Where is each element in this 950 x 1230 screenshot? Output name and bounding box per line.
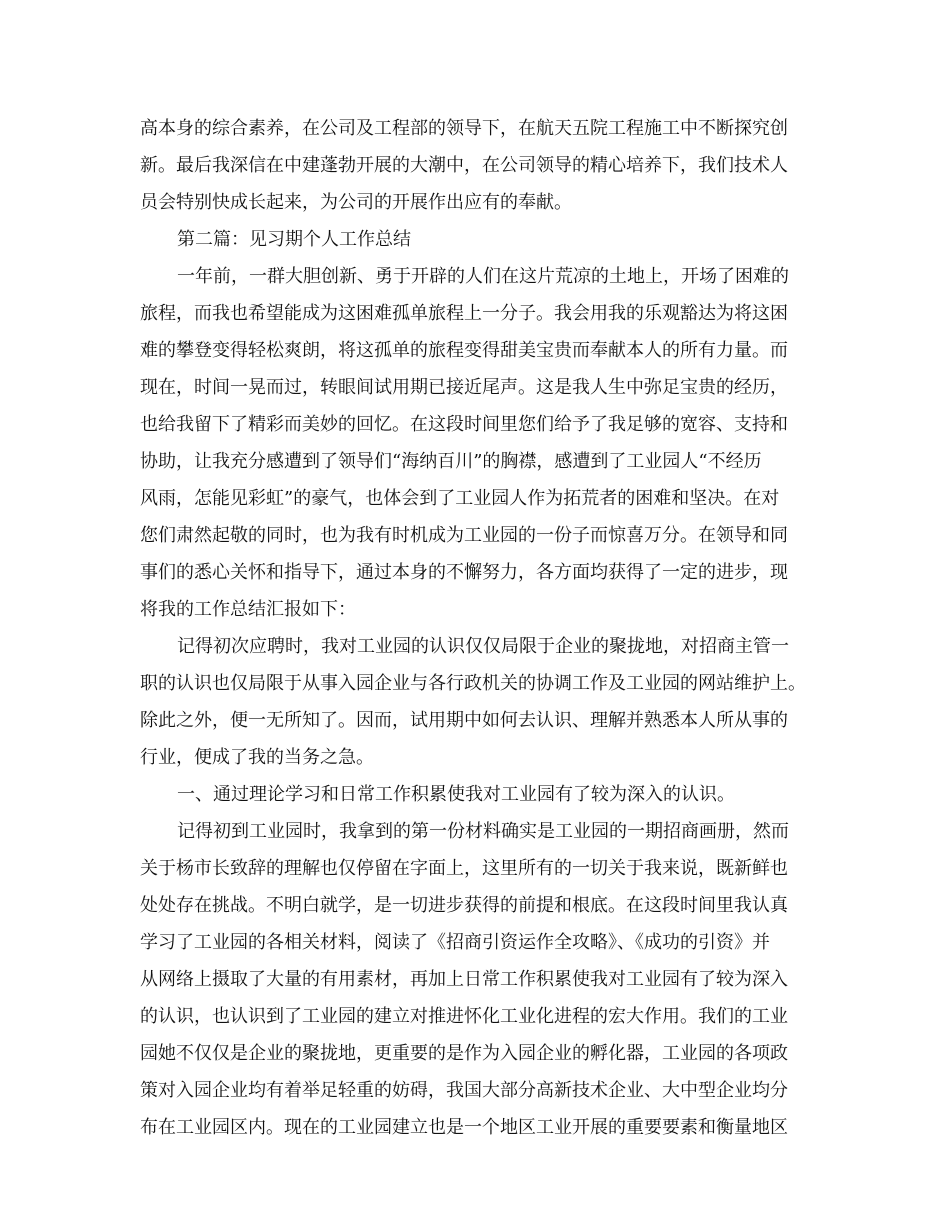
text-line: 现在，时间一晃而过，转眼间试用期已接近尾声。这是我人生中弥足宝贵的经历， [140,377,788,398]
text-line: 的认识，也认识到了工业园的建立对推进怀化工业化进程的宏大作用。我们的工业 [140,1006,788,1027]
text-line: 将我的工作总结汇报如下： [140,599,356,620]
text-line: 布在工业园区内。现在的工业园建立也是一个地区工业开展的重要要素和衡量地区 [140,1117,788,1138]
text-line: 职的认识也仅局限于从事入园企业与各行政机关的协调工作及工业园的网站维护上。 [140,673,806,694]
text-line: 难的攀登变得轻松爽朗，将这孤单的旅程变得甜美宝贵而奉献本人的所有力量。而 [140,340,788,361]
text-line: 处处存在挑战。不明白就学，是一切进步获得的前提和根底。在这段时间里我认真 [140,895,788,916]
text-line: 关于杨市长致辞的理解也仅停留在字面上，这里所有的一切关于我来说，既新鲜也 [140,858,788,879]
text-line: 园她不仅仅是企业的聚拢地，更重要的是作为入园企业的孵化器，工业园的各项政 [140,1043,788,1064]
text-line: 记得初到工业园时，我拿到的第一份材料确实是工业园的一期招商画册，然而 [177,821,789,842]
text-line: 新。最后我深信在中建蓬勃开展的大潮中，在公司领导的精心培养下，我们技术人 [140,155,788,176]
text-line: 旅程，而我也希望能成为这困难孤单旅程上一分子。我会用我的乐观豁达为将这困 [140,303,788,324]
text-line: 风雨，怎能见彩虹”的豪气，也体会到了工业园人作为拓荒者的困难和坚决。在对 [140,488,780,509]
section-heading: 第二篇：见习期个人工作总结 [177,229,411,250]
text-line: 学习了工业园的各相关材料，阅读了《招商引资运作全攻略》、《成功的引资》并 [140,932,770,953]
text-line: 从网络上摄取了大量的有用素材，再加上日常工作积累使我对工业园有了较为深入 [140,969,788,990]
text-line: 行业，便成了我的当务之急。 [140,747,374,768]
text-line: 记得初次应聘时，我对工业园的认识仅仅局限于企业的聚拢地，对招商主管一 [177,636,789,657]
text-line: 协助，让我充分感遭到了领导们“海纳百川”的胸襟，感遭到了工业园人“不经历 [140,451,762,472]
text-line: 高本身的综合素养，在公司及工程部的领导下，在航天五院工程施工中不断探究创 [140,118,788,139]
text-line: 除此之外，便一无所知了。因而，试用期中如何去认识、理解并熟悉本人所从事的 [140,710,788,731]
text-line: 您们肃然起敬的同时，也为我有时机成为工业园的一份子而惊喜万分。在领导和同 [140,525,788,546]
text-line: 员会特别快成长起来，为公司的开展作出应有的奉献。 [140,192,572,213]
text-line: 事们的悉心关怀和指导下，通过本身的不懈努力，各方面均获得了一定的进步，现 [140,562,788,583]
text-line: 也给我留下了精彩而美妙的回忆。在这段时间里您们给予了我足够的宽容、支持和 [140,414,788,435]
subsection-heading: 一、通过理论学习和日常工作积累使我对工业园有了较为深入的认识。 [177,784,735,805]
text-line: 一年前，一群大胆创新、勇于开辟的人们在这片荒凉的土地上，开场了困难的 [177,266,789,287]
text-line: 策对入园企业均有着举足轻重的妨碍，我国大部分高新技术企业、大中型企业均分 [140,1080,788,1101]
